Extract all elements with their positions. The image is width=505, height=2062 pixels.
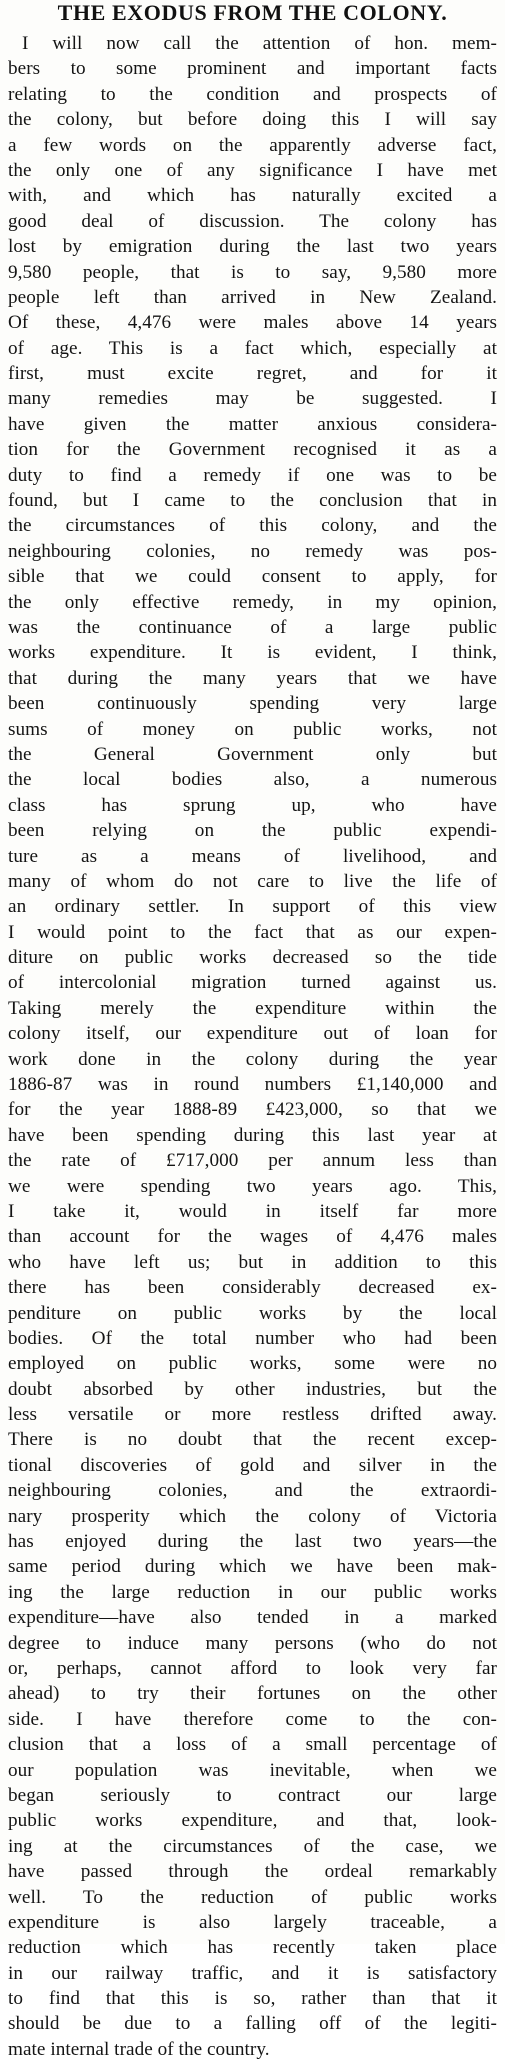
article-line: has enjoyed during the last two years—the: [8, 1531, 497, 1553]
article-line: our population was inevitable, when we: [8, 1759, 497, 1781]
article-line: bodies. Of the total number who had been: [8, 1327, 497, 1349]
article-line: 9,580 people, that is to say, 9,580 more: [8, 261, 497, 283]
article-line: public works expenditure, and that, look-: [8, 1810, 497, 1832]
article-line: began seriously to contract our large: [8, 1784, 497, 1806]
article-line: sums of money on public works, not: [8, 718, 497, 740]
article-line: of age. This is a fact which, especially at: [8, 337, 497, 359]
article-line: an ordinary settler. In support of this view: [8, 896, 497, 918]
article-line: diture on public works decreased so the tide: [8, 947, 497, 969]
article-line: 1886-87 was in round numbers £1,140,000 and: [8, 1074, 497, 1096]
article-line: works expenditure. It is evident, I think,: [8, 642, 497, 664]
article-line: have passed through the ordeal remarkably: [8, 1861, 497, 1883]
article-line: have been spending during this last year at: [8, 1124, 497, 1146]
article-line: nary prosperity which the colony of Victoria: [8, 1505, 497, 1527]
article-line: the colony, but before doing this I will say: [8, 109, 497, 131]
article-line: Taking merely the expenditure within the: [8, 997, 497, 1019]
article-line: neighbouring colonies, no remedy was pos-: [8, 540, 497, 562]
article-line: the local bodies also, a numerous: [8, 769, 497, 791]
article-line: side. I have therefore come to the con-: [8, 1708, 497, 1730]
article-line: reduction which has recently taken place: [8, 1937, 497, 1959]
article-line: clusion that a loss of a small percentage of: [8, 1734, 497, 1756]
article-line: well. To the reduction of public works: [8, 1886, 497, 1908]
article-line: many of whom do not care to live the life of: [8, 870, 497, 892]
article-line: who have left us; but in addition to this: [8, 1251, 497, 1273]
article-line: penditure on public works by the local: [8, 1302, 497, 1324]
article-line: ing at the circumstances of the case, we: [8, 1835, 497, 1857]
article-line: to find that this is so, rather than that it: [8, 1988, 497, 2010]
article-line: for the year 1888-89 £423,000, so that we: [8, 1099, 497, 1121]
article-line: the only one of any significance I have met: [8, 159, 497, 181]
article-line: mate internal trade of the country.: [8, 2038, 270, 2060]
article-line: There is no doubt that the recent excep-: [8, 1429, 497, 1451]
article-line: work done in the colony during the year: [8, 1048, 497, 1070]
article-line: less versatile or more restless drifted away.: [8, 1404, 497, 1426]
article-line: class has sprung up, who have: [8, 794, 497, 816]
article-line: same period during which we have been mak-: [8, 1556, 497, 1578]
article-line: been relying on the public expendi-: [8, 820, 497, 842]
article-line: first, must excite regret, and for it: [8, 363, 497, 385]
article-line: lost by emigration during the last two years: [8, 236, 497, 258]
article-line: tion for the Government recognised it as a: [8, 439, 497, 461]
article-line: duty to find a remedy if one was to be: [8, 464, 497, 486]
article-line: ing the large reduction in our public works: [8, 1581, 497, 1603]
article-line: neighbouring colonies, and the extraordi-: [8, 1480, 497, 1502]
article-line: should be due to a falling off of the legiti-: [8, 2013, 497, 2035]
article-line: ture as a means of livelihood, and: [8, 845, 497, 867]
article-line: of intercolonial migration turned against us.: [8, 972, 497, 994]
article-line: I take it, would in itself far more: [8, 1200, 497, 1222]
article-line: relating to the condition and prospects of: [8, 83, 497, 105]
article-line: in our railway traffic, and it is satisfactory: [8, 1962, 497, 1984]
article-line: I would point to the fact that as our expen-: [8, 921, 497, 943]
article-line: people left than arrived in New Zealand.: [8, 286, 497, 308]
article-line: tional discoveries of gold and silver in the: [8, 1454, 497, 1476]
article-body: [8, 31, 497, 2062]
article-line: expenditure—have also tended in a marked: [8, 1607, 497, 1629]
article-line: Of these, 4,476 were males above 14 years: [8, 312, 497, 334]
article-line: have given the matter anxious considera-: [8, 413, 497, 435]
article-line: there has been considerably decreased ex-: [8, 1277, 497, 1299]
article-line: the circumstances of this colony, and the: [8, 515, 497, 537]
article-line: a few words on the apparently adverse fact,: [8, 134, 497, 156]
article-line: doubt absorbed by other industries, but the: [8, 1378, 497, 1400]
article-line: that during the many years that we have: [8, 667, 497, 689]
article-line: the only effective remedy, in my opinion,: [8, 591, 497, 613]
article-line: sible that we could consent to apply, for: [8, 566, 497, 588]
article-line: than account for the wages of 4,476 males: [8, 1226, 497, 1248]
article-line: found, but I came to the conclusion that in: [8, 490, 497, 512]
article-line: I will now call the attention of hon. mem-: [22, 33, 497, 54]
article-line: many remedies may be suggested. I: [8, 388, 497, 410]
article-line: was the continuance of a large public: [8, 616, 497, 638]
article-line: degree to induce many persons (who do not: [8, 1632, 497, 1654]
article-line: or, perhaps, cannot afford to look very far: [8, 1658, 497, 1679]
article-line: colony itself, our expenditure out of loan for: [8, 1023, 497, 1045]
article-line: expenditure is also largely traceable, a: [8, 1911, 497, 1933]
article-line: employed on public works, some were no: [8, 1353, 497, 1375]
article-line: with, and which has naturally excited a: [8, 185, 497, 207]
article-line: good deal of discussion. The colony has: [8, 210, 497, 232]
article-line: bers to some prominent and important facts: [8, 58, 497, 80]
article-line: been continuously spending very large: [8, 693, 497, 715]
article-line: ahead) to try their fortunes on the other: [8, 1683, 497, 1705]
article-line: we were spending two years ago. This,: [8, 1175, 497, 1197]
article-line: the rate of £717,000 per annum less than: [8, 1150, 497, 1172]
headline: THE EXODUS FROM THE COLONY.: [57, 0, 448, 25]
article-line: the General Government only but: [8, 743, 497, 765]
